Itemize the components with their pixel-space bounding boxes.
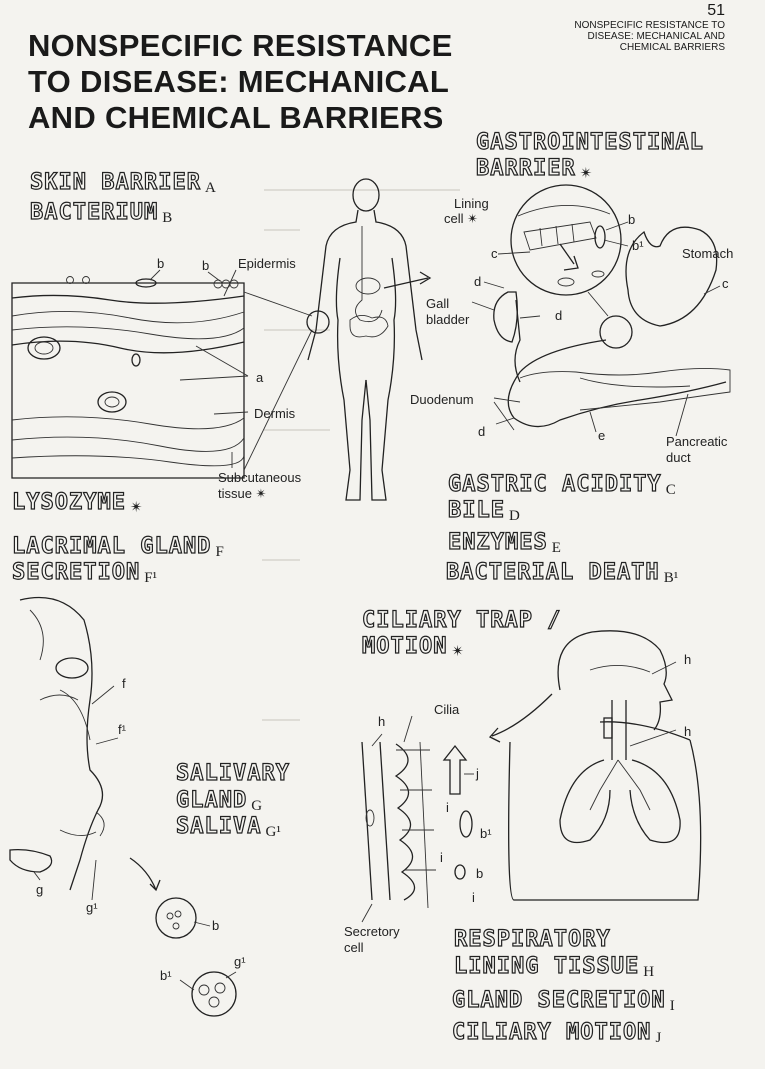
cilia-label-i: i bbox=[446, 800, 449, 815]
label-lining-cell-2: cell ✴ bbox=[444, 211, 479, 226]
label-dermis: Dermis bbox=[254, 406, 296, 421]
title-line: AND CHEMICAL BARRIERS bbox=[28, 100, 444, 135]
label-secretory: Secretory bbox=[344, 924, 400, 939]
heading-gastrointestinal-barrier: GASTROINTESTINAL BARRIER $_✴$ bbox=[476, 130, 704, 182]
label-cilia: Cilia bbox=[434, 702, 460, 717]
heading-bacterial-death: BACTERIAL DEATH $_{B^1}$ bbox=[446, 560, 679, 586]
face-label-f: f bbox=[122, 676, 126, 691]
heading-enzymes: ENZYMES $_E$ bbox=[448, 530, 561, 556]
resp-label-h: h bbox=[684, 652, 692, 667]
running-head: NONSPECIFIC RESISTANCE TO DISEASE: MECHANICAL AND CHEMICAL BARRIERS bbox=[574, 20, 725, 53]
label-epidermis: Epidermis bbox=[238, 256, 296, 271]
gi-diagram bbox=[472, 185, 730, 436]
gi-label-e: e bbox=[598, 428, 606, 443]
heading-respiratory-lining: RESPIRATORY LINING TISSUE $_H$ bbox=[454, 927, 655, 980]
face-label-g1: g¹ bbox=[234, 954, 246, 969]
heading-bacterium: BACTERIUM $_B$ bbox=[30, 200, 173, 226]
heading-ciliary-trap: CILIARY TRAP / MOTION $_✴$ bbox=[362, 608, 562, 660]
heading-saliva: SALIVA $_{G^1}$ bbox=[176, 814, 281, 840]
cilia-label-i: i bbox=[472, 890, 475, 905]
gi-label-d: d bbox=[474, 274, 482, 289]
heading-skin-barrier: SKIN BARRIER $_A$ bbox=[30, 170, 216, 196]
label-duodenum: Duodenum bbox=[410, 392, 474, 407]
skin-label-a: a bbox=[256, 370, 264, 385]
face-label-f1: f¹ bbox=[118, 722, 126, 737]
heading-salivary-gland: SALIVARY GLAND $_G$ bbox=[176, 761, 290, 814]
face-label-g: g bbox=[36, 882, 44, 897]
label-subcutaneous-tissue: tissue ✴ bbox=[218, 486, 267, 501]
face-label-b: b bbox=[212, 918, 220, 933]
title-line: NONSPECIFIC RESISTANCE bbox=[28, 28, 453, 63]
heading-bile: BILE $_D$ bbox=[448, 498, 520, 524]
gi-label-d: d bbox=[555, 308, 563, 323]
respiratory-figure bbox=[509, 631, 701, 900]
label-bladder: bladder bbox=[426, 312, 470, 327]
cilia-label-j: j bbox=[476, 766, 479, 781]
title-line: TO DISEASE: MECHANICAL bbox=[28, 64, 450, 99]
face-label-b1: b¹ bbox=[160, 968, 172, 983]
ciliary-tissue-diagram bbox=[362, 694, 552, 922]
heading-gland-secretion: GLAND SECRETION $_I$ bbox=[452, 988, 675, 1014]
cilia-label-b1: b¹ bbox=[480, 826, 492, 841]
cilia-label-i: i bbox=[440, 850, 443, 865]
label-lining-cell: Lining bbox=[454, 196, 489, 211]
page-number: 51 bbox=[707, 2, 725, 19]
label-duct: duct bbox=[666, 450, 691, 465]
label-pancreatic: Pancreatic bbox=[666, 434, 728, 449]
cilia-label-h: h bbox=[378, 714, 386, 729]
gi-label-c: c bbox=[491, 246, 498, 261]
resp-label-h: h bbox=[684, 724, 692, 739]
label-stomach: Stomach bbox=[682, 246, 734, 261]
skin-label-b: b bbox=[202, 258, 210, 273]
gi-label-b1: b¹ bbox=[632, 238, 644, 253]
heading-lysozyme: LYSOZYME $_✴$ bbox=[12, 490, 143, 516]
gi-label-c: c bbox=[722, 276, 729, 291]
gi-label-d: d bbox=[478, 424, 486, 439]
gi-label-b: b bbox=[628, 212, 636, 227]
heading-ciliary-motion: CILIARY MOTION $_J$ bbox=[452, 1020, 662, 1046]
face-label-g1: g¹ bbox=[86, 900, 98, 915]
heading-secretion: SECRETION $_{F^1}$ bbox=[12, 560, 158, 586]
skin-diagram bbox=[12, 270, 312, 478]
heading-gastric-acidity: GASTRIC ACIDITY $_C$ bbox=[448, 472, 676, 498]
label-gall: Gall bbox=[426, 296, 450, 311]
human-body-figure bbox=[307, 179, 430, 500]
label-subcutaneous: Subcutaneous bbox=[218, 470, 302, 485]
cilia-label-b: b bbox=[476, 866, 484, 881]
skin-label-b: b bbox=[157, 256, 165, 271]
label-cell: cell bbox=[344, 940, 364, 955]
heading-lacrimal-gland: LACRIMAL GLAND $_F$ bbox=[12, 534, 224, 560]
